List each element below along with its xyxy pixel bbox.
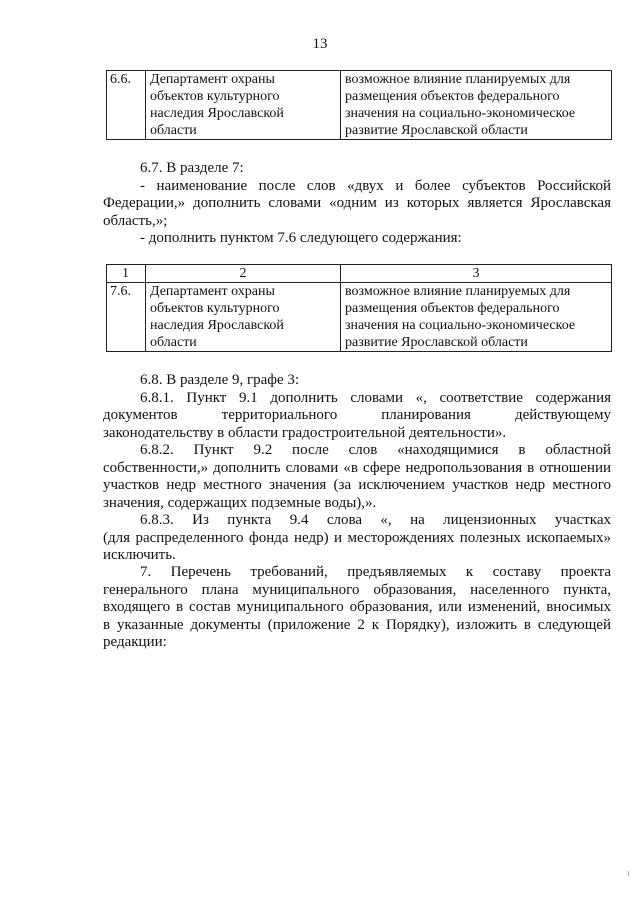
row-number: 6.6. [107, 71, 146, 140]
text-line: - наименование после слов «двух и более субъектов Российской [140, 177, 611, 194]
department-line: Департамент охраны [150, 72, 275, 87]
description-line: возможное влияние планируемых для [345, 72, 571, 87]
description-line: размещения объектов федерального [345, 301, 560, 316]
department-line: области [150, 335, 197, 350]
department-line: наследия Ярославской [150, 106, 284, 121]
table-7-6 [106, 264, 612, 352]
text-line: собственности,» дополнить словами «в сфере недропользования в отношении [103, 459, 611, 476]
text-line: участков недр местного значения (за исключением участков недр местного [103, 477, 611, 493]
department-cell [146, 71, 341, 140]
description-line: значения на социально-экономическое [345, 106, 576, 121]
text-line: (для распределенного фонда недр) и месторождениях полезных ископаемых» [103, 529, 611, 546]
text-line: 6.8.2. Пункт 9.2 после слов «находящимися в областной [140, 442, 611, 458]
table-row [107, 283, 612, 352]
description-cell [341, 71, 612, 140]
text-line: 6.8.3. Из пункта 9.4 слова «, на лицензионных участках [140, 512, 611, 528]
section-heading: 6.7. В разделе 7: [140, 160, 244, 176]
table-header-row [107, 265, 612, 283]
text-line: область,»; [103, 212, 168, 229]
text-line: законодательству в области градостроительной деятельности». [103, 424, 507, 441]
section-heading: 6.8. В разделе 9, графе 3: [140, 372, 300, 388]
text-line: документов территориального планирования действующему [103, 407, 611, 423]
description-line: значения на социально-экономическое [345, 318, 576, 333]
department-line: наследия Ярославской [150, 318, 284, 333]
text-line: в указанные документы (приложение 2 к Порядку), изложить в следующей [103, 616, 611, 633]
margin-mark: 1 [626, 870, 630, 878]
description-line: развитие Ярославской области [345, 123, 528, 138]
section-6-8 [103, 372, 611, 565]
header-cell: 3 [341, 265, 612, 283]
section-6-7 [103, 160, 611, 248]
text-line: 7. Перечень требований, предъявляемых к составу проекта [140, 564, 611, 580]
department-line: Департамент охраны [150, 284, 275, 299]
description-line: возможное влияние планируемых для [345, 284, 571, 299]
text-line: Федерации,» дополнить словами «одним из которых является Ярославская [103, 195, 611, 211]
text-line: входящего в состав муниципального образования, или изменений, вносимых [103, 599, 611, 615]
department-cell [146, 283, 341, 352]
department-line: области [150, 123, 197, 138]
text-line: генерального плана муниципального образования, населенного пункта, [103, 581, 611, 598]
description-line: развитие Ярославской области [345, 335, 528, 350]
page-number: 13 [312, 36, 328, 52]
description-cell [341, 283, 612, 352]
text-line: 6.8.1. Пункт 9.1 дополнить словами «, соответствие содержания [140, 389, 611, 406]
department-line: объектов культурного [150, 89, 280, 104]
header-cell: 1 [107, 265, 146, 283]
table-6-6 [106, 70, 612, 140]
text-line: исключить. [103, 547, 176, 563]
header-cell: 2 [146, 265, 341, 283]
text-line: - дополнить пунктом 7.6 следующего содержания: [140, 230, 462, 246]
text-line: редакции: [103, 634, 167, 650]
department-line: объектов культурного [150, 301, 280, 316]
description-line: размещения объектов федерального [345, 89, 560, 104]
row-number: 7.6. [107, 283, 146, 352]
text-line: значения, содержащих подземные воды),». [103, 494, 377, 511]
section-7 [103, 564, 611, 652]
table-row [107, 71, 612, 140]
